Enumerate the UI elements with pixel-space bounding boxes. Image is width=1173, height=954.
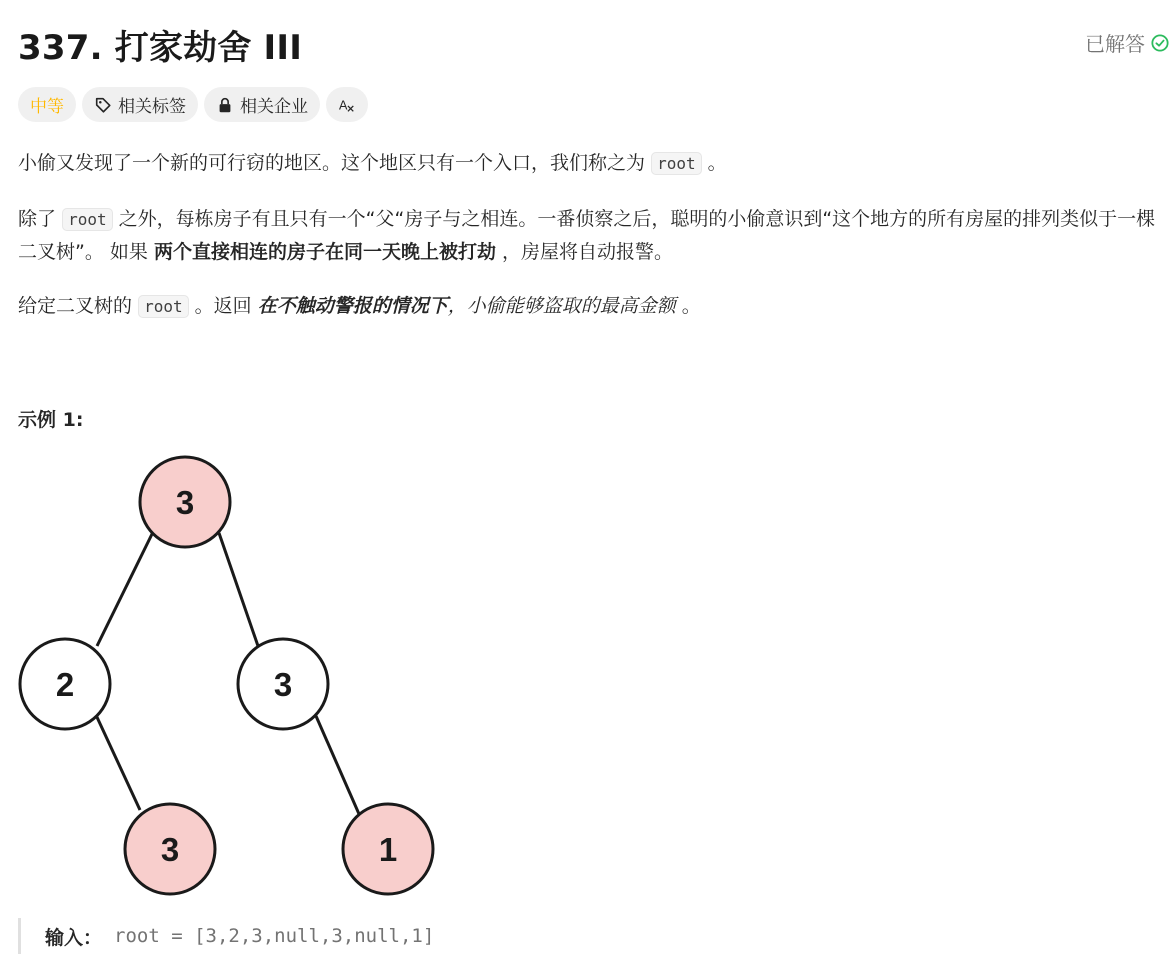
p1-end: 。 — [707, 152, 727, 174]
tree-node-root — [140, 457, 230, 547]
p1-code: root — [651, 152, 702, 175]
lock-icon — [216, 96, 234, 114]
tree-edge — [96, 715, 140, 810]
p2-text-2: 之外，每栋房子有且只有一个“父“房子与之相连。一番侦察之后，聪明的小偷意识到“这个地方的所有房屋的排列类似于一棵二叉树”。 如果 — [18, 208, 1156, 263]
tree-edge — [316, 716, 359, 814]
p2-end: ，房屋将自动报警。 — [502, 241, 674, 263]
input-label: 输入： — [45, 926, 103, 949]
p3-code: root — [138, 295, 189, 318]
tree-edge — [97, 532, 153, 646]
p3-end: 。 — [681, 295, 701, 317]
svg-text:3: 3 — [175, 484, 195, 521]
check-circle-icon — [1151, 34, 1169, 52]
p3-text-2: 。返回 — [194, 295, 252, 317]
tag-icon — [94, 96, 112, 114]
input-value: root = [3,2,3,null,3,null,1] — [114, 925, 435, 947]
svg-text:A: A — [338, 97, 348, 112]
example-input-block — [18, 918, 434, 954]
companies-tag-button[interactable] — [204, 87, 320, 122]
tree-node-left — [20, 639, 110, 729]
p3-text-1: 给定二叉树的 — [18, 295, 133, 317]
solved-label: 已解答 — [1085, 32, 1145, 56]
title-row — [18, 18, 1173, 66]
problem-title: 337. 打家劫舍 III — [18, 28, 303, 68]
p2-bold: 两个直接相连的房子在同一天晚上被打劫 — [153, 241, 496, 263]
tree-node-left-right — [125, 804, 215, 894]
svg-text:1: 1 — [378, 831, 398, 868]
solved-status — [1085, 28, 1169, 57]
topics-tag-button[interactable] — [82, 87, 198, 122]
tree-edge — [219, 533, 258, 646]
example-heading: 示例 1: — [18, 409, 84, 431]
p2-code: root — [62, 208, 113, 231]
p3-bold-italic: 在不触动警报的情况下 — [257, 295, 448, 317]
svg-text:3: 3 — [273, 666, 293, 703]
p3-italic: ，小偷能够盗取的最高金额 — [447, 295, 676, 317]
font-size-button[interactable] — [326, 87, 368, 122]
companies-tag-label: 相关企业 — [240, 97, 308, 117]
description-paragraph-3 — [18, 290, 1163, 323]
topics-tag-label: 相关标签 — [118, 97, 186, 117]
svg-text:3: 3 — [160, 831, 180, 868]
translate-font-icon — [338, 96, 356, 114]
p2-text-1: 除了 — [18, 208, 57, 230]
tree-node-right-right — [343, 804, 433, 894]
tag-bar — [18, 87, 368, 122]
p1-text: 小偷又发现了一个新的可行窃的地区。这个地区只有一个入口，我们称之为 — [18, 152, 646, 174]
description-paragraph-2 — [18, 203, 1163, 268]
tree-node-right — [238, 639, 328, 729]
description-paragraph-1 — [18, 147, 1163, 180]
binary-tree-diagram — [0, 440, 460, 910]
difficulty-label: 中等 — [30, 97, 64, 117]
svg-text:2: 2 — [55, 666, 75, 703]
difficulty-badge — [18, 87, 76, 122]
